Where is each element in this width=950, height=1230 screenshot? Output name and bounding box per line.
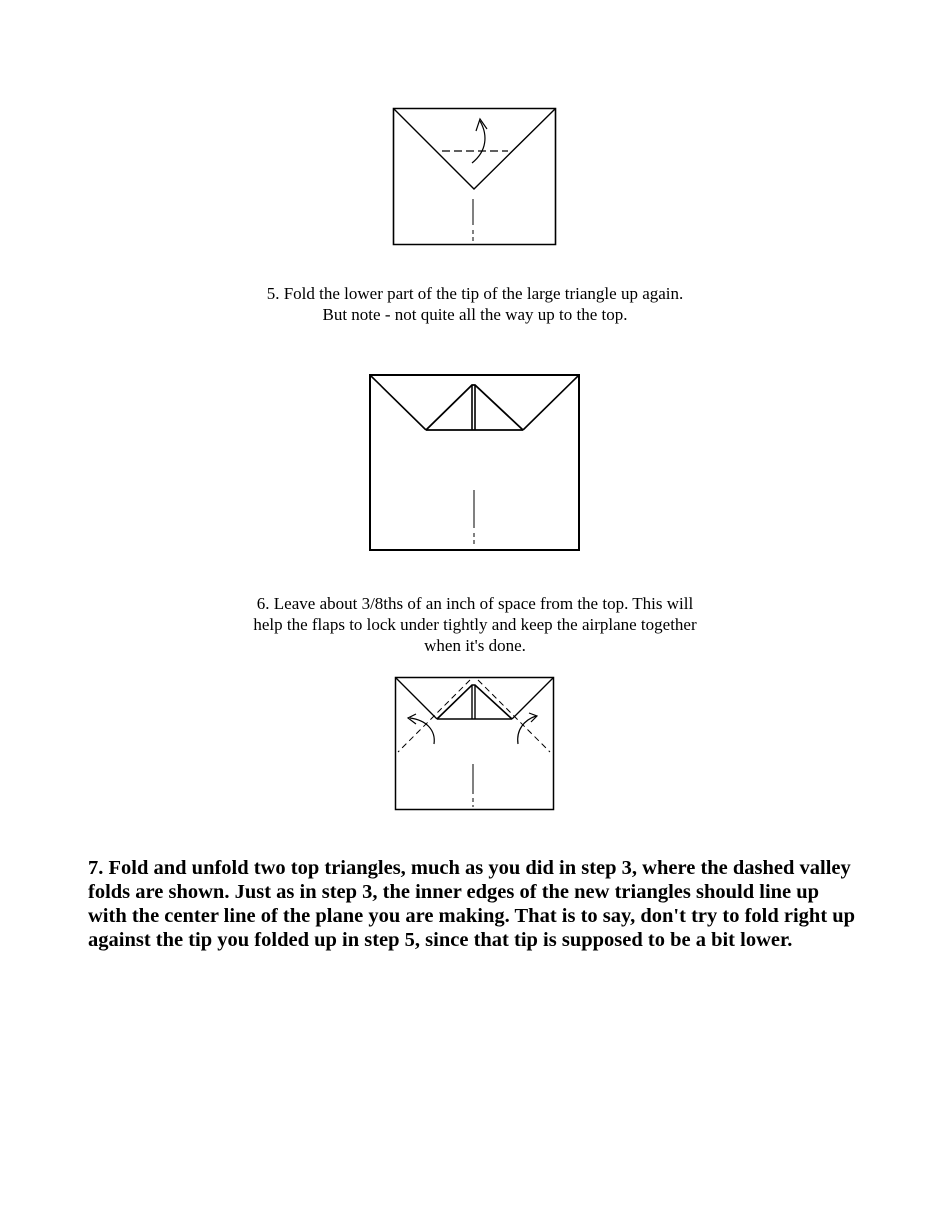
right-flap-edge <box>523 376 578 430</box>
large-triangle-edges <box>394 109 555 189</box>
caption-line: But note - not quite all the way up to the top. <box>322 305 628 324</box>
step-6-caption <box>0 593 950 656</box>
step-6-diagram <box>368 373 581 553</box>
right-valley-fold-dashed <box>478 680 550 752</box>
fold-up-arrow-icon <box>472 121 485 163</box>
caption-line: when it's done. <box>424 636 526 655</box>
caption-line: 6. Leave about 3/8ths of an inch of space from the top. This will <box>256 594 694 613</box>
caption-line: 5. Fold the lower part of the tip of the large triangle up again. <box>266 284 684 303</box>
step-5-diagram <box>392 107 557 247</box>
left-flap-edge <box>396 678 437 719</box>
right-flap-edge <box>512 678 553 719</box>
left-flap-edge <box>371 376 426 430</box>
step-7-diagram <box>394 676 555 812</box>
caption-line: help the flaps to lock under tightly and keep the airplane together <box>253 615 697 634</box>
paper-outline <box>394 109 556 245</box>
step-5-caption <box>0 283 950 325</box>
step-7-instruction: 7. Fold and unfold two top triangles, much as you did in step 3, where the dashed valley folds are shown. Just as in step 3, the inner edges of the new triangles should line up with the center line of the plane you are making. That is to say, don't try to fold right up against the tip you folded up in step 5, since that tip is supposed to be a bit lower. <box>88 857 856 951</box>
